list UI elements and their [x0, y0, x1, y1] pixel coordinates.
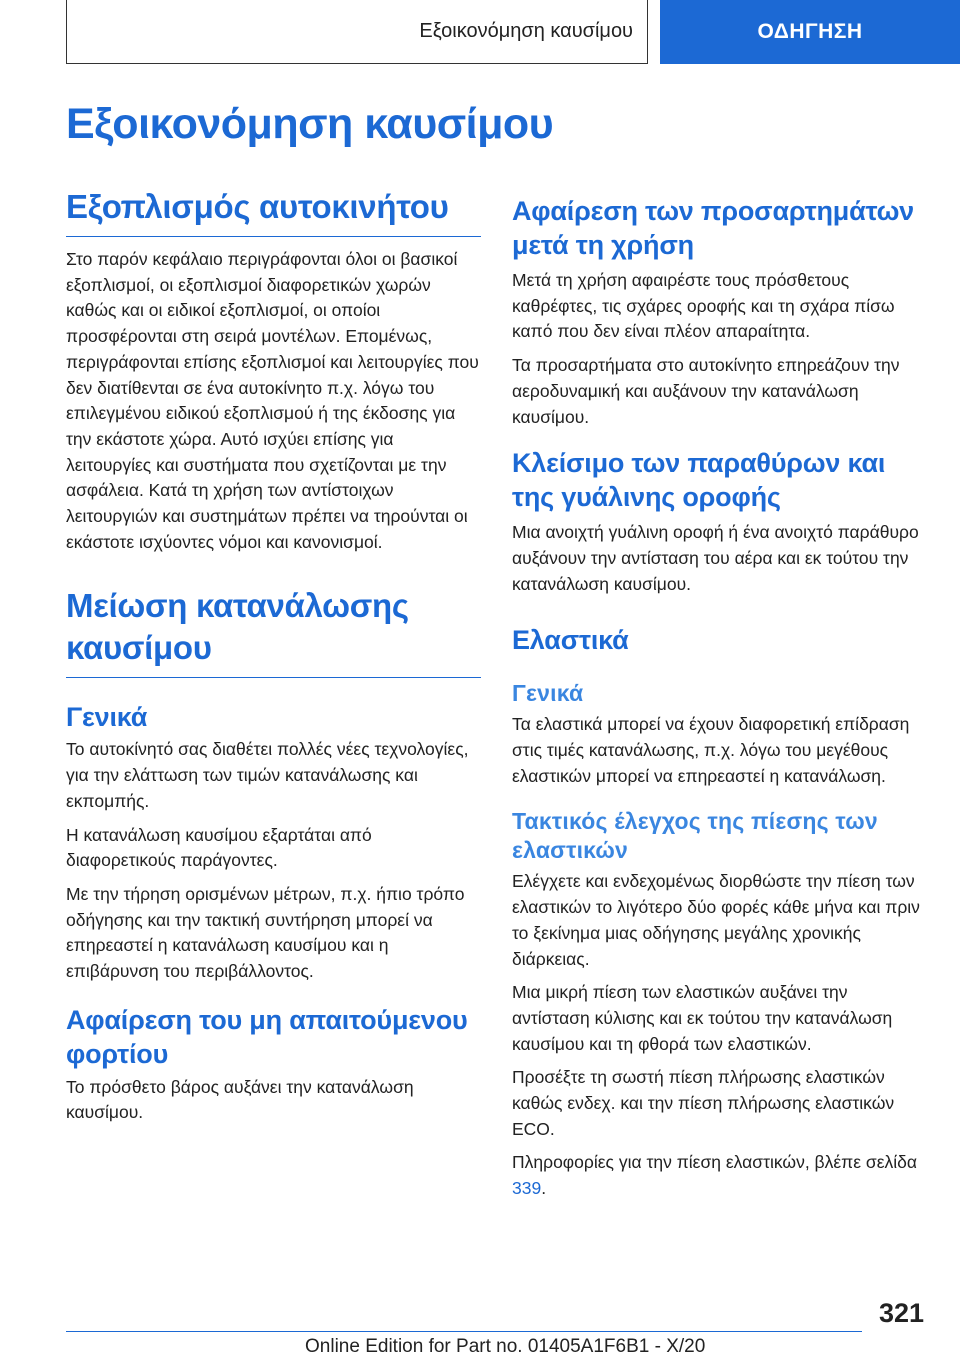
pressure-info-paragraph: [512, 1150, 927, 1201]
heading-fuel-reduction: Μείωση κατανάλωσης καυσίμου: [66, 585, 481, 678]
footer-divider: [66, 1331, 862, 1332]
pressure-paragraph-3: Προσέξτε τη σωστή πίεση πλήρωσης ελαστικών καθώς ενδεχ. και την πίεση πλήρωσης ελαστικών ECO.: [512, 1067, 895, 1139]
heading-general: Γενικά: [66, 702, 148, 733]
page-title: Εξοικονόμηση καυσίμου: [66, 100, 554, 148]
right-column: [512, 186, 927, 1202]
heading-remove-attachments: Αφαίρεση των προσαρτημάτων μετά τη χρήση: [512, 196, 914, 260]
heading-close-windows: Κλείσιμο των παραθύρων και της γυάλινης οροφής: [512, 448, 886, 513]
pressure-paragraph-2: Μια μικρή πίεση των ελαστικών αυξάνει την αντίσταση κύλισης και εκ τούτου την κατανάλωση καυσίμου και τη φθορά των ελαστικών.: [512, 982, 893, 1054]
equipment-text: Στο παρόν κεφάλαιο περιγράφονται όλοι οι βασικοί εξοπλισμοί, οι εξοπλισμοί διαφορετικών χωρών καθώς και οι ειδικοί εξοπλισμοί, οι οποίοι προσφέρονται στη σειρά μοντέλων. Επομένως, περιγράφονται επίσης εξοπλισμοί και λειτουργίες που δεν διατίθενται σε ένα αυτοκίνητο π.χ. λόγω του επιλεγμένου ειδικού εξοπλισμού ή της έκδοσης για την εκάστοτε χώρα. Αυτό ισχύει επίσης για λειτουργίες και συστήματα που σχετίζονται με την ασφάλεια. Κατά τη χρήση των αντίστοιχων λειτουργιών και συστημάτων πρέπει να τηρούνται οι εκάστοτε ισχύοντες νόμοι και κανονισμοί.: [66, 249, 479, 552]
pressure-info-text: Πληροφορίες για την πίεση ελαστικών, βλέπε σελίδα: [512, 1152, 917, 1173]
header-chapter-label: ΟΔΗΓΗΣΗ: [757, 20, 863, 43]
pressure-paragraph-1: Ελέγχετε και ενδεχομένως διορθώστε την πίεση των ελαστικών το λιγότερο δύο φορές κάθε μήνα και πριν το ξεκίνημα μιας οδήγησης μεγάλης χρονικής διάρκειας.: [512, 871, 920, 969]
header-section-title: [66, 0, 648, 64]
page-number: 321: [878, 1298, 924, 1328]
attachments-paragraph-2: Τα προσαρτήματα στο αυτοκίνητο επηρεάζουν την αεροδυναμική και αυξάνουν την κατανάλωση καυσίμου.: [512, 355, 900, 427]
footer-edition-text: Online Edition for Part no. 01405A1F6B1 - X/20: [305, 1336, 706, 1357]
heading-remove-load: Αφαίρεση του μη απαιτούμενου φορτίου: [66, 1004, 468, 1069]
heading-tires: Ελαστικά: [512, 625, 629, 656]
general-paragraph-3: Με την τήρηση ορισμένων μέτρων, π.χ. ήπιο τρόπο οδήγησης και την τακτική συντήρηση μπορεί να επηρεαστεί η κατανάλωση καυσίμου και η επιβάρυνση του περιβάλλοντος.: [66, 883, 465, 982]
header-chapter-tab[interactable]: [660, 0, 960, 64]
windows-text: Μια ανοιχτή γυάλινη οροφή ή ένα ανοιχτό παράθυρο αυξάνουν την αντίσταση του αέρα και εκ τούτου την κατανάλωση καυσίμου.: [512, 522, 919, 594]
pressure-info-end: .: [541, 1178, 547, 1199]
page-reference-link[interactable]: 339: [512, 1178, 542, 1199]
heading-vehicle-equipment: Εξοπλισμός αυτοκινήτου: [66, 186, 481, 237]
left-column: [66, 186, 481, 1126]
tires-general-text: Τα ελαστικά μπορεί να έχουν διαφορετική επίδραση στις τιμές κατανάλωσης, π.χ. λόγω του μεγέθους ελαστικών μπορεί να επηρεαστεί η κατανάλωση.: [512, 714, 910, 786]
attachments-paragraph-1: Μετά τη χρήση αφαιρέστε τους πρόσθετους καθρέφτες, τις σχάρες οροφής και τη σχάρα πίσω καπό που δεν είναι πλέον απαραίτητα.: [512, 270, 895, 342]
general-paragraph-1: Το αυτοκίνητό σας διαθέτει πολλές νέες τεχνολογίες, για την ελάττωση των τιμών κατανάλωσης και εκπομπής.: [66, 739, 469, 811]
heading-tires-general: Γενικά: [512, 680, 584, 707]
remove-load-text: Το πρόσθετο βάρος αυξάνει την κατανάλωση καυσίμου.: [66, 1076, 414, 1123]
heading-tire-pressure-check: Τακτικός έλεγχος της πίεσης των ελαστικών: [512, 808, 878, 864]
header-section-label: Εξοικονόμηση καυσίμου: [419, 20, 633, 42]
general-paragraph-2: Η κατανάλωση καυσίμου εξαρτάται από διαφορετικούς παράγοντες.: [66, 824, 372, 871]
